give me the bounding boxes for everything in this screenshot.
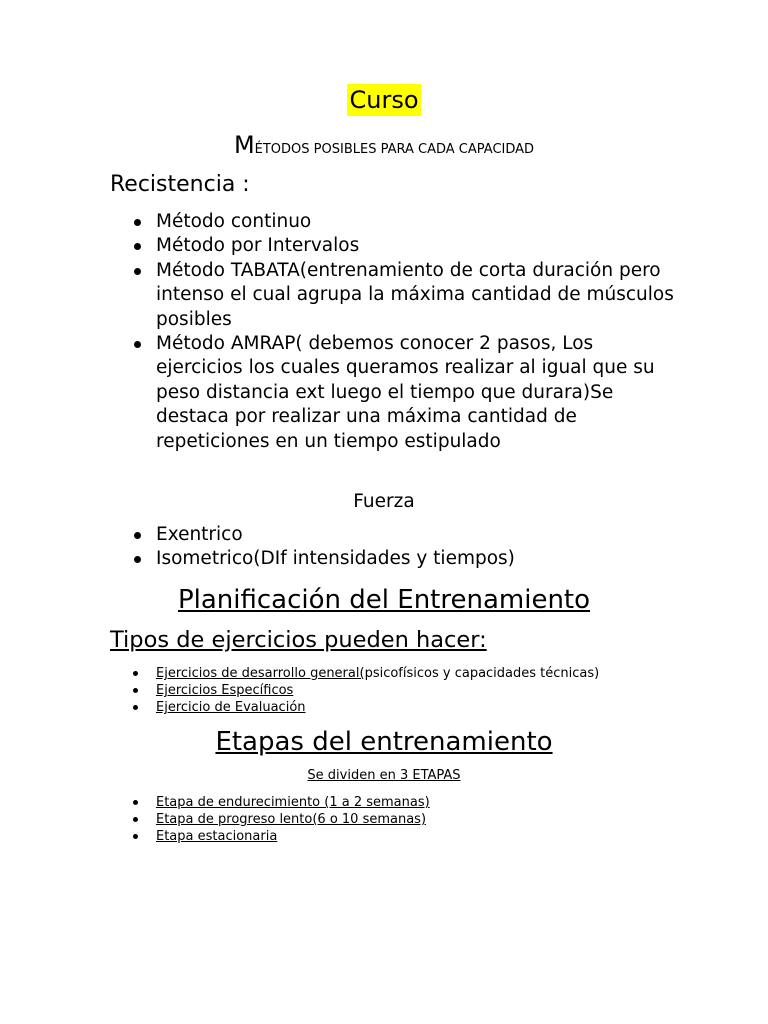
subtitle-rest: ÉTODOS POSIBLES PARA CADA CAPACIDAD xyxy=(254,142,535,157)
list-item: Método por Intervalos xyxy=(156,234,676,258)
list-item xyxy=(156,682,716,699)
list-item xyxy=(156,811,716,828)
etapas-subheading: Se dividen en 3 ETAPAS xyxy=(307,768,461,783)
list-item: Método TABATA(entrenamiento de corta duración pero intenso el cual agrupa la máxima cantidad de músculos posibles xyxy=(156,259,676,332)
etapas-heading: Etapas del entrenamiento xyxy=(215,727,553,757)
fuerza-heading: Fuerza xyxy=(353,491,415,512)
subtitle xyxy=(0,130,768,165)
list-item-underlined: Ejercicios de desarrollo general( xyxy=(156,666,365,681)
planificacion-heading: Planificación del Entrenamiento xyxy=(177,585,591,615)
list-item-underlined: Ejercicio de Evaluación xyxy=(156,700,306,715)
list-item xyxy=(156,665,716,682)
tipos-list xyxy=(156,665,716,716)
subtitle-first-letter: M xyxy=(233,131,255,159)
list-item: Método AMRAP( debemos conocer 2 pasos, Los ejercicios los cuales queramos realizar al igual que su peso distancia ext luego el tiempo que durara)Se destaca por realizar una máxima cantidad de repeticiones en un tiempo estipulado xyxy=(156,332,676,454)
list-item-underlined: Etapa estacionaria xyxy=(156,829,278,844)
document-title: Curso xyxy=(349,86,419,114)
tipos-heading: Tipos de ejercicios pueden hacer: xyxy=(110,627,487,653)
list-item: Método continuo xyxy=(156,210,676,234)
list-item-underlined: Etapa de progreso lento(6 o 10 semanas) xyxy=(156,812,427,827)
list-item-plain: psicofísicos y capacidades técnicas) xyxy=(364,666,600,681)
list-item: Isometrico(DIf intensidades y tiempos) xyxy=(156,547,676,571)
etapas-list xyxy=(156,794,716,845)
list-item: Exentrico xyxy=(156,523,676,547)
resistencia-list xyxy=(156,210,676,454)
list-item-underlined: Etapa de endurecimiento (1 a 2 semanas) xyxy=(156,795,430,810)
list-item xyxy=(156,794,716,811)
title-container xyxy=(0,84,768,116)
list-item xyxy=(156,828,716,845)
list-item-underlined: Ejercicios Específicos xyxy=(156,683,294,698)
list-item xyxy=(156,699,716,716)
resistencia-heading: Recistencia : xyxy=(110,172,250,197)
fuerza-list xyxy=(156,523,676,572)
